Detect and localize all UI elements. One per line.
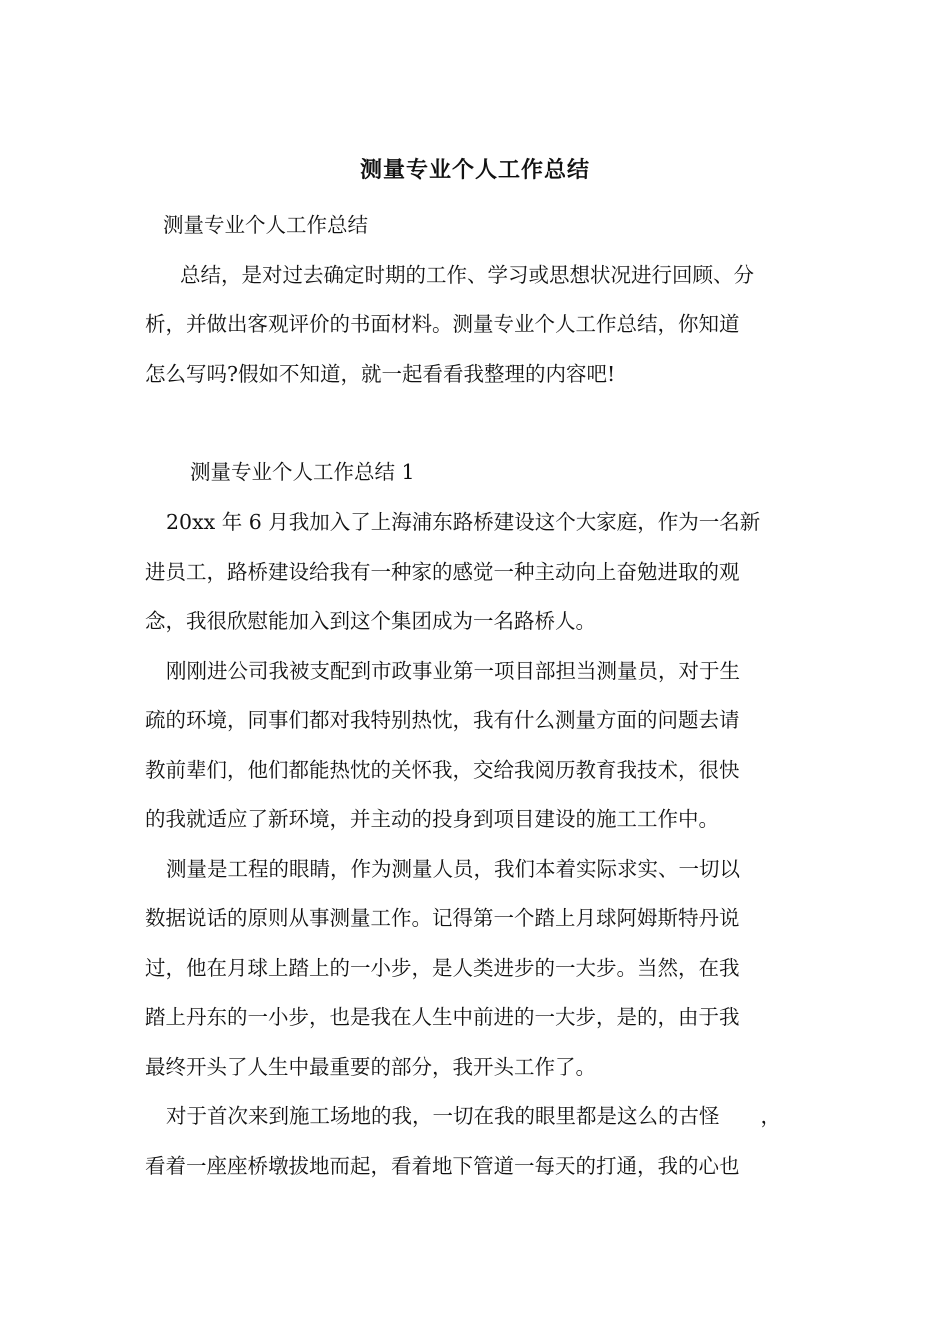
paragraph-line: 数据说话的原则从事测量工作。记得第一个踏上月球阿姆斯特丹说 <box>145 906 740 930</box>
intro-line: 析，并做出客观评价的书面材料。测量专业个人工作总结，你知道 <box>145 312 740 336</box>
page-title: 测量专业个人工作总结 <box>359 157 590 183</box>
paragraph-line: 刚刚进公司我被支配到市政事业第一项目部担当测量员，对于生 <box>166 659 740 683</box>
intro-line: 总结，是对过去确定时期的工作、学习或思想状况进行回顾、分 <box>180 263 754 287</box>
paragraph-line: 对于首次来到施工场地的我，一切在我的眼里都是这么的古怪 ， <box>166 1104 781 1128</box>
paragraph-line: 测量是工程的眼睛，作为测量人员，我们本着实际求实、一切以 <box>166 857 740 881</box>
paragraph-line: 的我就适应了新环境，并主动的投身到项目建设的施工工作中。 <box>145 807 719 831</box>
paragraph-line: 看着一座座桥墩拔地而起，看着地下管道一每天的打通，我的心也 <box>145 1154 740 1178</box>
paragraph-line: 过，他在月球上踏上的一小步，是人类进步的一大步。当然，在我 <box>145 956 740 980</box>
subtitle: 测量专业个人工作总结 <box>163 213 368 237</box>
paragraph-line: 踏上丹东的一小步，也是我在人生中前进的一大步，是的，由于我 <box>145 1005 740 1029</box>
intro-line: 怎么写吗?假如不知道，就一起看看我整理的内容吧! <box>145 362 616 386</box>
paragraph-line: 念，我很欣慰能加入到这个集团成为一名路桥人。 <box>145 609 596 633</box>
paragraph-line: 疏的环境，同事们都对我特别热忱，我有什么测量方面的问题去请 <box>145 708 740 732</box>
paragraph-line: 教前辈们，他们都能热忱的关怀我，交给我阅历教育我技术，很快 <box>145 758 740 782</box>
section-heading: 测量专业个人工作总结 1 <box>190 460 415 484</box>
paragraph-line: 进员工，路桥建设给我有一种家的感觉一种主动向上奋勉进取的观 <box>145 560 740 584</box>
paragraph-line: 最终开头了人生中最重要的部分，我开头工作了。 <box>145 1055 596 1079</box>
paragraph-line: 20xx 年 6 月我加入了上海浦东路桥建设这个大家庭，作为一名新 <box>166 510 761 534</box>
